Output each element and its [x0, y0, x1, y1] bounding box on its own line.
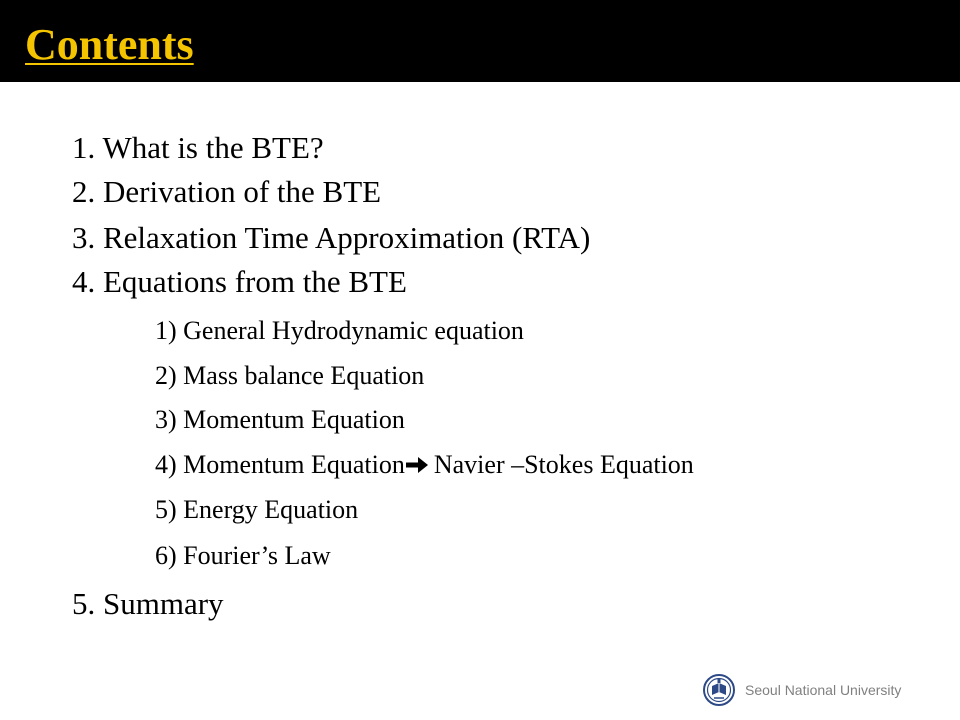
list-item-4: 4. Equations from the BTE — [72, 264, 407, 299]
sub-item-5: 5) Energy Equation — [155, 495, 359, 524]
slide-title: Contents — [25, 20, 194, 69]
sub-item-1: 1) General Hydrodynamic equation — [155, 316, 524, 345]
sub-item-3: 3) Momentum Equation — [155, 405, 405, 434]
snu-emblem-icon — [703, 674, 735, 706]
list-item-2: 2. Derivation of the BTE — [72, 174, 382, 209]
sub-item-4-label-after: Navier –Stokes Equation — [433, 450, 694, 479]
sub-item-6: 6) Fourier’s Law — [155, 541, 331, 570]
footer — [703, 674, 933, 706]
sub-item-2: 2) Mass balance Equation — [155, 361, 425, 390]
sub-item-4-label: 4) Momentum Equation — [155, 450, 405, 479]
sub-item-4 — [155, 450, 694, 480]
institution-name: Seoul National University — [745, 682, 902, 698]
list-item-5: 5. Summary — [72, 586, 224, 621]
arrow-right-icon — [406, 451, 428, 469]
header-bar — [0, 0, 960, 82]
list-item-1: 1. What is the BTE? — [72, 130, 324, 165]
list-item-3: 3. Relaxation Time Approximation (RTA) — [72, 220, 591, 255]
